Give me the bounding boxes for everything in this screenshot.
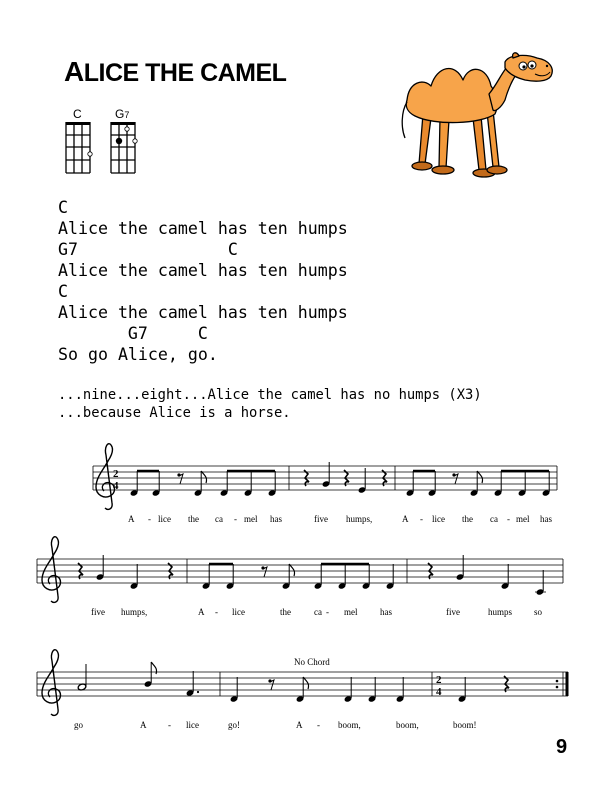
- svg-text:A: A: [198, 607, 205, 617]
- chord-diagram-c: [64, 121, 96, 175]
- svg-text:-: -: [234, 514, 237, 524]
- lyrics-block: [58, 197, 348, 365]
- svg-text:-: -: [215, 607, 218, 617]
- svg-text:has: has: [540, 514, 552, 524]
- chord-line: C: [58, 198, 68, 217]
- svg-text:humps,: humps,: [121, 607, 148, 617]
- svg-text:the: the: [280, 607, 291, 617]
- svg-text:ca: ca: [215, 514, 223, 524]
- svg-text:has: has: [380, 607, 392, 617]
- notes-line: ...nine...eight...Alice the camel has no humps (X3): [58, 387, 482, 403]
- svg-text:2: 2: [113, 468, 119, 480]
- chord-line: C: [58, 282, 68, 301]
- svg-text:humps: humps: [488, 607, 513, 617]
- notes-line: ...because Alice is a horse.: [58, 405, 291, 421]
- chord-diagram-g7: [109, 121, 143, 175]
- lyric-line: Alice the camel has ten humps: [58, 219, 348, 238]
- lyric-line: So go Alice, go.: [58, 345, 218, 364]
- svg-text:-: -: [420, 514, 423, 524]
- svg-text:go!: go!: [228, 720, 240, 730]
- sheet-music: [0, 440, 612, 740]
- svg-text:-: -: [148, 514, 151, 524]
- svg-text:boom!: boom!: [453, 720, 477, 730]
- lyric-line: Alice the camel has ten humps: [58, 303, 348, 322]
- svg-text:2: 2: [436, 674, 442, 686]
- chord-name-g7: G7: [115, 107, 130, 121]
- svg-text:-: -: [317, 720, 320, 730]
- svg-text:five: five: [446, 607, 460, 617]
- lyric-line: Alice the camel has ten humps: [58, 261, 348, 280]
- staff-2-lyrics: [91, 607, 543, 617]
- verse-notes: [58, 386, 482, 422]
- svg-text:the: the: [188, 514, 199, 524]
- svg-text:mel: mel: [344, 607, 358, 617]
- svg-text:lice: lice: [232, 607, 245, 617]
- chord-line: G7 C: [58, 240, 238, 259]
- camel-illustration: [395, 52, 565, 192]
- treble-clef-icon: [96, 444, 115, 510]
- svg-text:-: -: [326, 607, 329, 617]
- svg-text:go: go: [74, 720, 83, 730]
- svg-text:4: 4: [436, 686, 442, 698]
- chord-name-c: C: [73, 107, 82, 121]
- staff-2-notes: [78, 555, 546, 596]
- svg-text:ca: ca: [314, 607, 322, 617]
- svg-text:A: A: [140, 720, 147, 730]
- song-title: [64, 56, 286, 88]
- staff-3-notes: [77, 662, 509, 703]
- svg-text:A: A: [128, 514, 135, 524]
- svg-text:-: -: [507, 514, 510, 524]
- svg-text:humps,: humps,: [346, 514, 373, 524]
- svg-text:A: A: [296, 720, 303, 730]
- chord-line: G7 C: [58, 324, 208, 343]
- svg-text:boom,: boom,: [338, 720, 361, 730]
- svg-text:-: -: [168, 720, 171, 730]
- no-chord-label: No Chord: [294, 657, 330, 667]
- svg-text:lice: lice: [158, 514, 171, 524]
- svg-text:lice: lice: [186, 720, 199, 730]
- staff-3: [37, 672, 568, 696]
- svg-text:mel: mel: [516, 514, 530, 524]
- svg-text:has: has: [270, 514, 282, 524]
- staff-3-lyrics: [74, 720, 477, 730]
- svg-text:mel: mel: [244, 514, 258, 524]
- svg-text:4: 4: [113, 480, 119, 492]
- staff-2: [37, 559, 563, 583]
- title-rest: LICE THE CAMEL: [83, 59, 287, 87]
- title-first-letter: A: [64, 56, 84, 87]
- svg-text:lice: lice: [432, 514, 445, 524]
- svg-text:ca: ca: [490, 514, 498, 524]
- svg-text:so: so: [534, 607, 543, 617]
- staff-1-lyrics: [128, 514, 552, 524]
- svg-text:the: the: [462, 514, 473, 524]
- svg-text:five: five: [91, 607, 105, 617]
- svg-text:A: A: [402, 514, 409, 524]
- svg-text:boom,: boom,: [396, 720, 419, 730]
- svg-text:five: five: [314, 514, 328, 524]
- page-number: 9: [556, 736, 568, 758]
- staff-1-notes: [130, 462, 551, 497]
